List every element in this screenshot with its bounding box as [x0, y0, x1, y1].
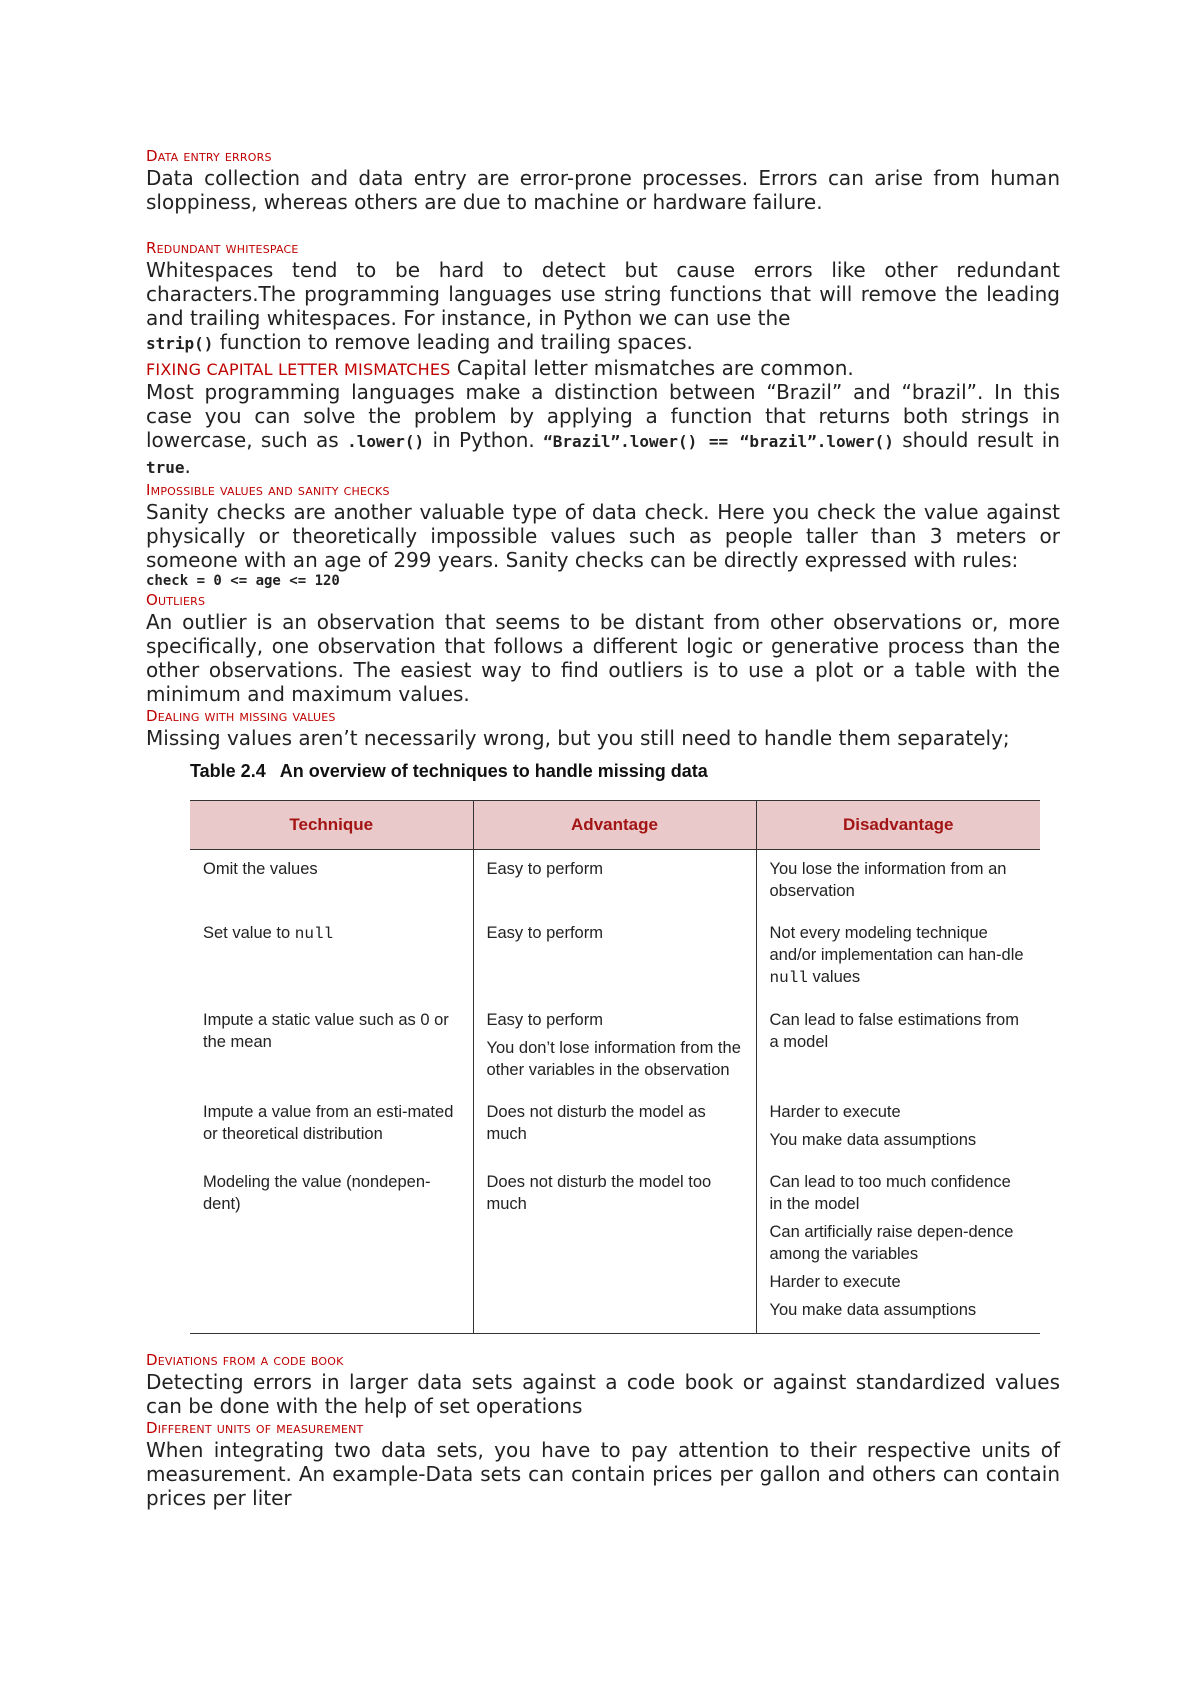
cell-text: Omit the values	[203, 860, 318, 878]
header-advantage: Advantage	[473, 801, 756, 850]
cell-text: Can lead to too much confidence in the model	[769, 1173, 1011, 1213]
paragraph-capital-intro	[146, 356, 1060, 380]
cell-disadvantage	[756, 914, 1040, 1001]
cell-advantage	[473, 914, 756, 1001]
cell-advantage	[473, 850, 756, 915]
code-strip: strip()	[146, 334, 214, 353]
text-capital-3: should result in	[893, 428, 1060, 452]
cell-technique	[190, 914, 473, 1001]
cell-text	[203, 922, 461, 945]
cell-disadvantage	[756, 1001, 1040, 1093]
cell-technique	[190, 850, 473, 915]
cell-technique	[190, 1001, 473, 1093]
paragraph-strip-function	[146, 330, 1060, 356]
table-row	[190, 1163, 1040, 1334]
cell-text	[770, 922, 1029, 989]
heading-units-of-measurement: Different units of measurement	[146, 1419, 364, 1437]
cell-text: Easy to perform	[486, 1011, 603, 1029]
cell-text: You make data assumptions	[769, 1131, 977, 1149]
paragraph-missing-values: Missing values aren’t necessarily wrong, but you still need to handle them separately;	[146, 726, 1010, 750]
header-disadvantage: Disadvantage	[756, 801, 1040, 850]
cell-text-part: values	[807, 968, 861, 986]
cell-text: Does not disturb the model too much	[486, 1173, 712, 1213]
text-capital-4: .	[184, 454, 191, 478]
cell-text: Easy to perform	[486, 860, 603, 878]
table-header-row	[190, 801, 1040, 850]
code-null: null	[769, 969, 808, 987]
cell-disadvantage	[756, 850, 1040, 915]
cell-technique	[190, 1093, 473, 1163]
paragraph-units-of-measurement: When integrating two data sets, you have to pay attention to their respective units of measurement. An example-Data sets can contain prices per gallon and others can contain prices per liter	[146, 1438, 1060, 1510]
cell-disadvantage	[756, 1093, 1040, 1163]
cell-text: You make data assumptions	[769, 1301, 977, 1319]
table-title: An overview of techniques to handle missing data	[279, 761, 708, 781]
code-sanity-rule: check = 0 <= age <= 120	[146, 573, 340, 589]
code-lower: .lower()	[347, 432, 425, 451]
heading-impossible-values: Impossible values and sanity checks	[146, 481, 390, 499]
code-brazil-compare: “Brazil”.lower() == “brazil”.lower()	[543, 432, 894, 451]
cell-text-part: Set value to	[203, 924, 295, 942]
text-strip-tail: function to remove leading and trailing spaces.	[213, 330, 693, 354]
missing-data-table	[190, 800, 1040, 1334]
cell-text-part: Not every modeling technique and/or implementation can han-dle	[769, 924, 1024, 964]
table-caption	[190, 758, 1040, 784]
paragraph-data-entry-errors: Data collection and data entry are error-prone processes. Errors can arise from human sloppiness, whereas others are due to machine or hardware failure.	[146, 166, 1060, 214]
text-capital-intro: Capital letter mismatches are common.	[450, 356, 854, 380]
table-label: Table 2.4	[190, 761, 266, 781]
paragraph-capital-mismatches	[146, 380, 1060, 480]
text-capital-2: in Python.	[424, 428, 544, 452]
cell-text: Can artificially raise depen-dence among the variables	[769, 1223, 1014, 1263]
cell-text: Does not disturb the model as much	[486, 1103, 706, 1143]
heading-data-entry-errors: Data entry errors	[146, 147, 272, 165]
table-row	[190, 1001, 1040, 1093]
cell-technique	[190, 1163, 473, 1334]
paragraph-sanity-checks: Sanity checks are another valuable type of data check. Here you check the value against physically or theoretically impossible values such as people taller than 3 meters or someone with an age of 299 years. Sanity checks can be directly expressed with rules:	[146, 500, 1060, 572]
heading-outliers: Outliers	[146, 591, 206, 609]
cell-text: Impute a value from an esti-mated or theoretical distribution	[203, 1103, 454, 1143]
table-row	[190, 850, 1040, 915]
heading-missing-values: Dealing with missing values	[146, 707, 336, 725]
cell-text: Modeling the value (nondepen-dent)	[203, 1173, 431, 1213]
cell-advantage	[473, 1093, 756, 1163]
cell-text: Impute a static value such as 0 or the mean	[203, 1011, 449, 1051]
code-null: null	[294, 925, 334, 943]
cell-text: Can lead to false estimations from a model	[769, 1011, 1019, 1051]
cell-text: You lose the information from an observation	[769, 860, 1007, 900]
paragraph-redundant-whitespace: Whitespaces tend to be hard to detect but cause errors like other redundant characters.The programming languages use string functions that will remove the leading and trailing whitespaces. For instance, in Python we can use the	[146, 258, 1060, 330]
heading-capital-letter-mismatches: FIXING CAPITAL LETTER MISMATCHES	[146, 360, 451, 379]
heading-code-book: Deviations from a code book	[146, 1351, 344, 1369]
table-row	[190, 1093, 1040, 1163]
text-capital-1: Most programming languages make a distinction between “Brazil” and “brazil”. In this case you can solve the problem by applying a function that returns both strings in lowercase, such as	[146, 380, 1060, 452]
table-row	[190, 914, 1040, 1001]
cell-disadvantage	[756, 1163, 1040, 1334]
cell-text: You don’t lose information from the other variables in the observation	[486, 1039, 741, 1079]
cell-text: Easy to perform	[486, 924, 603, 942]
cell-advantage	[473, 1163, 756, 1334]
cell-advantage	[473, 1001, 756, 1093]
cell-text: Harder to execute	[769, 1273, 901, 1291]
document-page	[146, 146, 1060, 1510]
cell-text: Harder to execute	[769, 1103, 901, 1121]
header-technique: Technique	[190, 801, 473, 850]
paragraph-outliers: An outlier is an observation that seems to be distant from other observations or, more specifically, one observation that follows a different logic or generative process than the other observations. The easiest way to find outliers is to use a plot or a table with the minimum and maximum values.	[146, 610, 1060, 706]
paragraph-code-book: Detecting errors in larger data sets against a code book or against standardized values can be done with the help of set operations	[146, 1370, 1060, 1418]
heading-redundant-whitespace: Redundant whitespace	[146, 239, 299, 257]
code-true: true	[146, 458, 185, 477]
missing-data-table-block	[190, 758, 1040, 1334]
